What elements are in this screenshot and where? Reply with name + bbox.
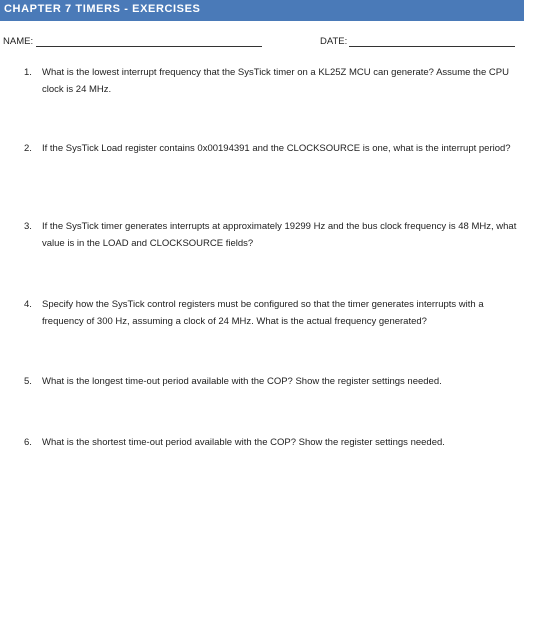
question-text: What is the shortest time-out period available with the COP? Show the register settings needed. [42,437,445,448]
name-field-line[interactable] [36,46,262,47]
student-info-row [0,36,540,50]
question-text: If the SysTick Load register contains 0x00194391 and the CLOCKSOURCE is one, what is the interrupt period? [42,143,511,154]
header-banner [0,0,524,21]
date-label: DATE: [320,36,348,47]
question-number: 4. [24,299,32,310]
date-field-line[interactable] [349,46,515,47]
page-title: CHAPTER 7 TIMERS - EXERCISES [4,3,201,15]
name-label: NAME: [3,36,34,47]
question-text: What is the lowest interrupt frequency that the SysTick timer on a KL25Z MCU can generate? Assume the CPU clock is 24 MHz. [42,67,509,95]
question-number: 1. [24,67,32,78]
question-number: 2. [24,143,32,154]
question-number: 3. [24,221,32,232]
question-text: If the SysTick timer generates interrupts at approximately 19299 Hz and the bus clock frequency is 48 MHz, what value is in the LOAD and CLOCKSOURCE fields? [42,221,517,249]
question-number: 5. [24,376,32,387]
question-number: 6. [24,437,32,448]
question-text: Specify how the SysTick control registers must be configured so that the timer generates interrupts with a frequency of 300 Hz, assuming a clock of 24 MHz. What is the actual frequency generated? [42,299,484,327]
question-text: What is the longest time-out period available with the COP? Show the register settings needed. [42,376,442,387]
